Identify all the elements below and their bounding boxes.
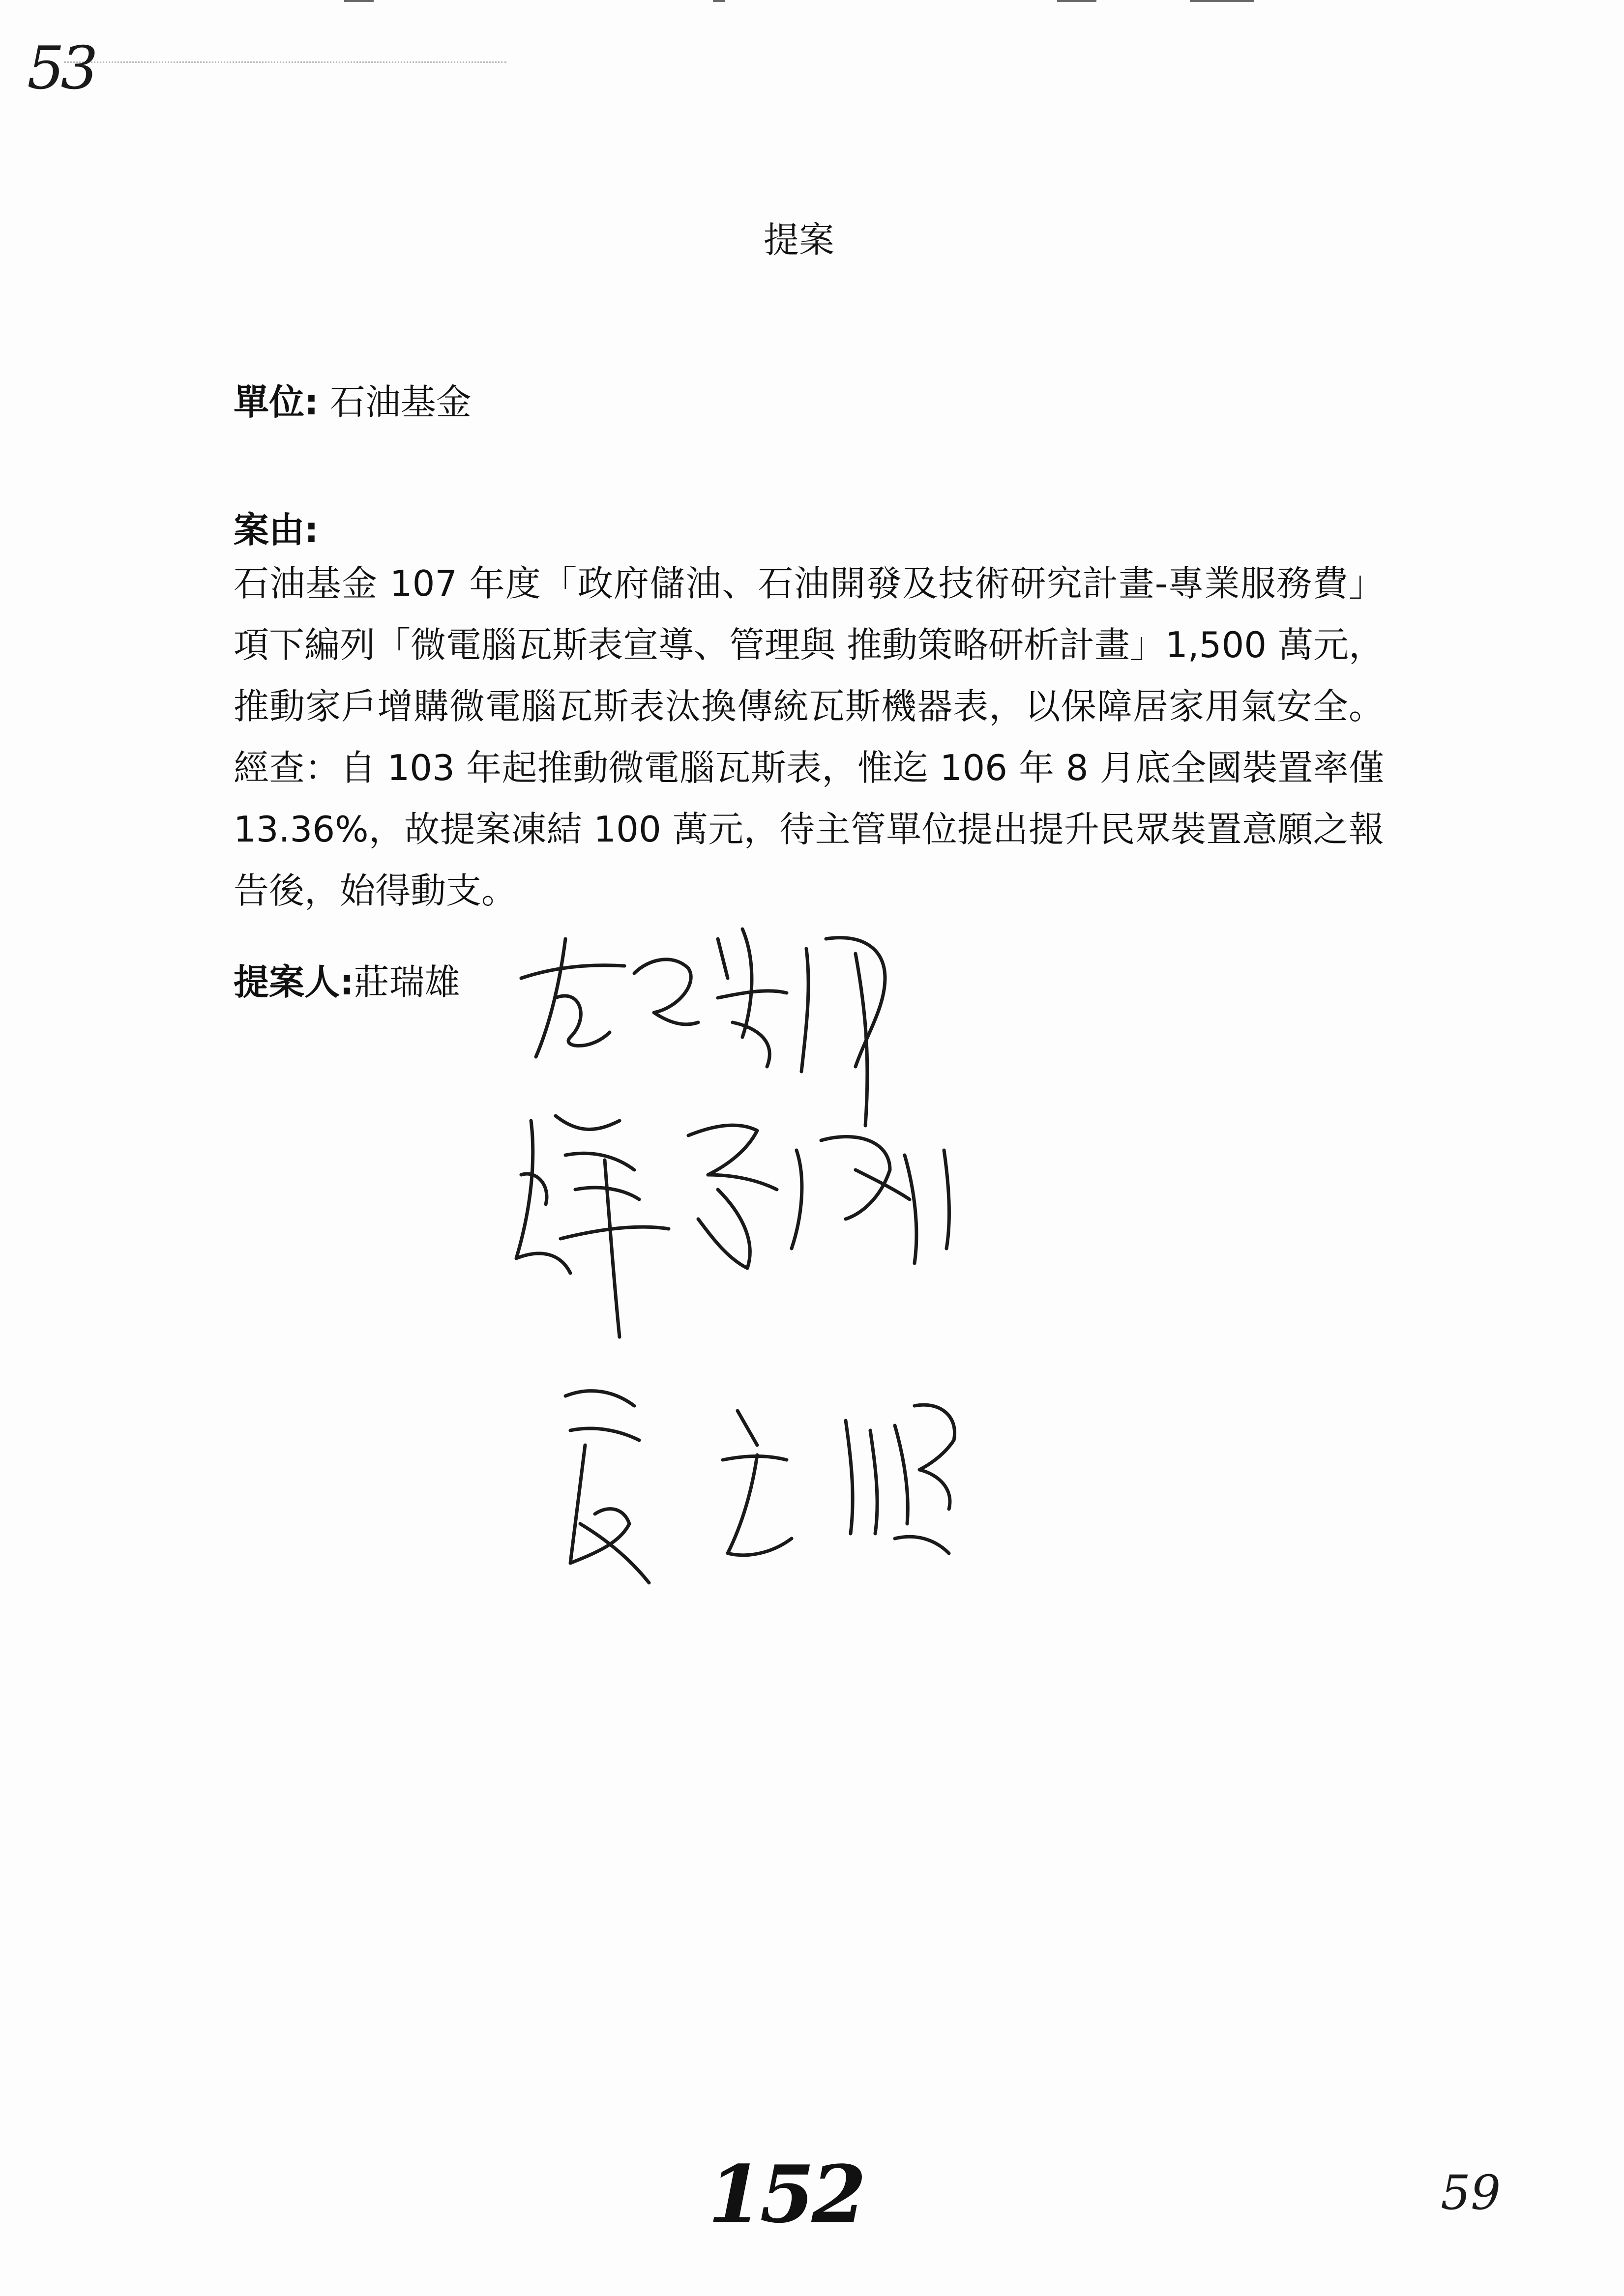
unit-line [234,374,472,425]
proposer-name: 莊瑞雄 [354,961,460,1003]
proposer-line [234,954,460,1005]
handwritten-page-number: 152 [708,2148,863,2240]
reason-label: 案由: [234,509,319,551]
document-title: 提案 [763,219,834,261]
unit-label: 單位: [234,381,319,423]
header-divider [64,61,506,63]
scan-edge-marks [0,0,1624,7]
handwritten-signature-3 [551,1376,974,1593]
corner-page-number: 59 [1441,2165,1501,2220]
proposer-label: 提案人: [234,961,354,1003]
reason-body: 石油基金 107 年度「政府儲油、石油開發及技術研究計畫-專業服務費」項下編列「微電腦瓦斯表宣導、管理與 推動策略研析計畫」1,500 萬元，推動家戶增購微電腦瓦斯表汰換傳統瓦斯機器表，以保障居家用氣安全。經查：自 103 年起推動微電腦瓦斯表，惟迄 106 年 8 月底全國裝置率僅 13.36%，故提案凍結 100 萬元，待主管單位提出提升民眾裝置意願之報告後，始得動支。 [234,563,1384,911]
handwritten-signature-2 [502,1101,983,1347]
unit-value: 石油基金 [329,381,472,423]
handwritten-corner-note: 53 [27,34,94,103]
